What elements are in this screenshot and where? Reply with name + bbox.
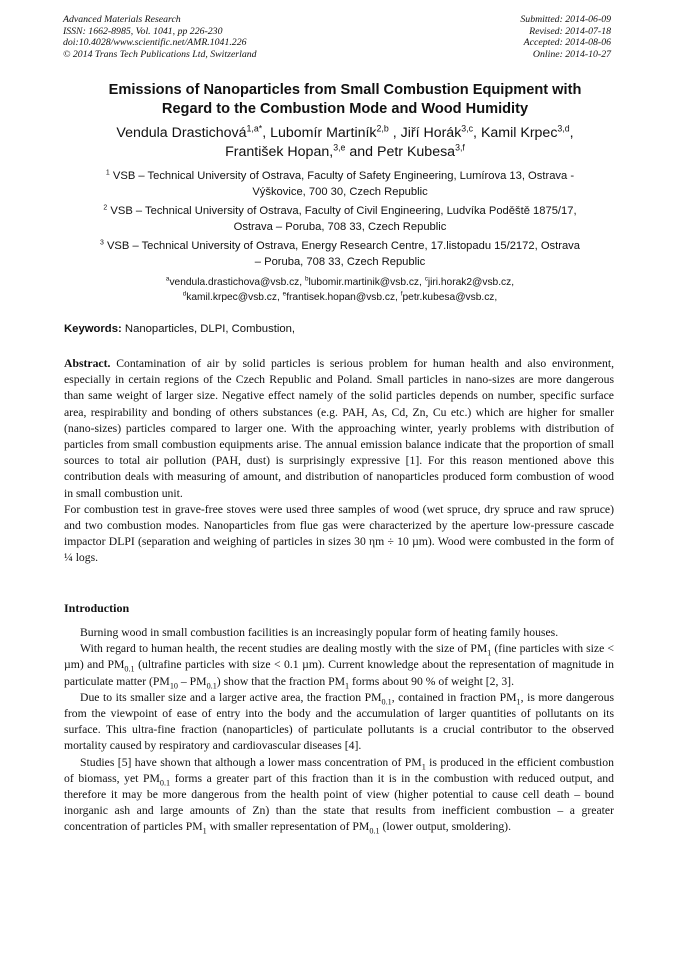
paper-title [50, 81, 640, 119]
email-sup: c [424, 275, 428, 283]
affiliation-line: – Poruba, 708 33, Czech Republic [254, 256, 426, 268]
author-name: Kamil Krpec [480, 125, 558, 141]
author-name: Jiří Horák [400, 125, 462, 141]
affiliation-1 [66, 168, 614, 200]
email-sup: e [282, 290, 287, 298]
intro-paragraph: Studies [5] have shown that although a lower mass concentration of $PM_1$ is produced in the efficient combustion of biomass, yet $PM_{0.1}$ forms a greater part of this fraction than it is in the combustion with reduced output, and therefore it may be more dangerous from the health point of view (higher potential to cause cell death – bound inorganic ash and large amounts of Zn) than the state that results from inefficient combustion – a greater concentration of particles $PM_1$ with smaller representation of $PM_{0.1}$ (lower output, smoldering). [64, 755, 614, 836]
abstract-text: Contamination of air by solid particles is serious problem for human health and also environment, especially in certain regions of the Czech Republic and Poland. Small particles in nano-sizes are more dangerous than same weight of larger size. Negative effect namely of the solid particles depends on number, specific surface area, respirability and bonding of others substances (e.g. PAH, As, Cd, Zn, Cu etc.) which are higher for smaller (nano-sizes) particles compared to larger one. With the approaching winter, yearly problems with distribution of particles from small combustion equipments arise. The annual emission balance indicate that the proportion of small sources to total air pollution (PAH, dust) is surprisingly expressive [1]. For this reason mentioned above this contribution deals with measuring of amount, and distribution of nanoparticles produced form combustion of wood in small combustion unit. [64, 357, 614, 500]
affiliation-3 [66, 238, 614, 270]
authors-line-2: František Hopan,$^{3,e}$ and Petr Kubesa$^{3,f}$ [225, 142, 465, 160]
intro-paragraph: Due to its smaller size and a larger active area, the fraction $PM_{0.1}$, contained in fraction $PM_1$, is more dangerous from the viewpoint of ease of entry into the body and the accumulation of larger quantities of pollutants on its surface. This ultra-fine fraction (nanoparticles) of particulate pollutants is a crucial contributor to the observed mortality caused by respiratory and cardiovascular diseases [4]. [64, 690, 614, 753]
introduction-body [64, 625, 614, 836]
author-sup: 3,d [557, 123, 570, 134]
email-sup: f [400, 290, 403, 298]
author-sup: 2,b [376, 123, 389, 134]
abstract [64, 356, 614, 567]
keywords-text: Nanoparticles, DLPI, Combustion, [124, 323, 296, 335]
email-link[interactable]: vendula.drastichova@vsb.cz, [169, 277, 303, 288]
doi-line[interactable]: doi:10.4028/www.scientific.net/AMR.1041.226 [63, 37, 247, 48]
email-list [66, 275, 614, 305]
author-list [50, 124, 640, 162]
online-date: Online: 2014-10-27 [532, 48, 611, 60]
title-line-2: Regard to the Combustion Mode and Wood Humidity [161, 101, 529, 117]
affiliation-line: Výškovice, 700 30, Czech Republic [252, 186, 428, 198]
intro-paragraph: With regard to human health, the recent studies are dealing mostly with the size of $PM_1$ (fine particles with size < µm) and $PM_{0.1}$ (ultrafine particles with size < 0.1 µm). Current knowledge about the representation of magnitude in particulate matter $(PM_{10} - PM_{0.1})$ show that the fraction $PM_1$ forms about 90 % of weight [2, 3]. [64, 642, 615, 690]
email-sup: d [182, 290, 187, 298]
author-sup: 1,a* [246, 123, 263, 134]
author-name: Lubomír Martiník [270, 125, 377, 141]
email-link[interactable]: kamil.krpec@vsb.cz, [186, 292, 280, 303]
section-heading-introduction: Introduction [64, 601, 130, 615]
title-line-1: Emissions of Nanoparticles from Small Combustion Equipment with [108, 82, 582, 98]
affiliation-sup: 3 [100, 239, 104, 247]
author-sup: 3,f [455, 142, 465, 153]
affiliation-sup: 1 [105, 169, 110, 177]
journal-name: Advanced Materials Research [63, 14, 181, 25]
email-link[interactable]: petr.kubesa@vsb.cz, [402, 292, 498, 303]
affiliation-line: Ostrava – Poruba, 708 33, Czech Republic [233, 221, 447, 233]
email-link[interactable]: lubomir.martinik@vsb.cz, [308, 277, 422, 288]
revised-date: Revised: 2014-07-18 [529, 25, 611, 37]
issn-line: ISSN: 1662-8985, Vol. 1041, pp 226-230 [63, 25, 223, 37]
affiliation-2 [66, 203, 614, 235]
email-link[interactable]: frantisek.hopan@vsb.cz, [286, 292, 398, 303]
intro-paragraph: Burning wood in small combustion facilities is an increasingly popular form of heating family houses. [80, 626, 559, 639]
journal-info [63, 14, 257, 60]
accepted-date: Accepted: 2014-08-06 [523, 37, 611, 48]
copyright-line: © 2014 Trans Tech Publications Ltd, Switzerland [63, 48, 257, 60]
email-sup: b [304, 275, 309, 283]
abstract-label: Abstract. [64, 357, 111, 370]
email-link[interactable]: jiri.horak2@vsb.cz, [427, 277, 515, 288]
email-sup: a [165, 275, 170, 283]
dates-info [520, 14, 611, 60]
abstract-paragraph: For combustion test in grave-free stoves were used three samples of wood (wet spruce, dry spruce and raw spruce) and two combustion modes. Nanoparticles from flue gas were characterized by the aperture low-pressure cascade impactor DLPI (separation and weighing of particles in sizes 30 ηm ÷ 10 µm). Wood were combusted in the form of ¼ logs. [64, 502, 614, 565]
keywords [64, 323, 295, 335]
author-sup: 3,e [333, 142, 346, 153]
author-name: Petr Kubesa [376, 144, 456, 160]
affiliation-sup: 2 [103, 204, 108, 212]
author-name: Vendula Drastichová [116, 125, 247, 141]
submitted-date: Submitted: 2014-06-09 [520, 14, 611, 25]
affiliation-line: VSB – Technical University of Ostrava, Faculty of Safety Engineering, Lumírova 13, Ostrava - [112, 170, 575, 182]
affiliation-line: VSB – Technical University of Ostrava, Faculty of Civil Engineering, Ludvíka Poděště 1875/17, [110, 205, 577, 217]
authors-line-1: Vendula Drastichová$^{1,a*}$, Lubomír Martiník$^{2,b}$ , Jiří Horák$^{3,c}$, Kamil Krpec$^{3,d}$, [116, 123, 574, 141]
abstract-paragraph [64, 356, 614, 502]
author-name: František Hopan, [225, 144, 334, 160]
keywords-label: Keywords: [64, 323, 122, 335]
affiliation-line: VSB – Technical University of Ostrava, Energy Research Centre, 17.listopadu 15/2172, Ostrava [106, 240, 580, 252]
author-sup: 3,c [461, 123, 474, 134]
